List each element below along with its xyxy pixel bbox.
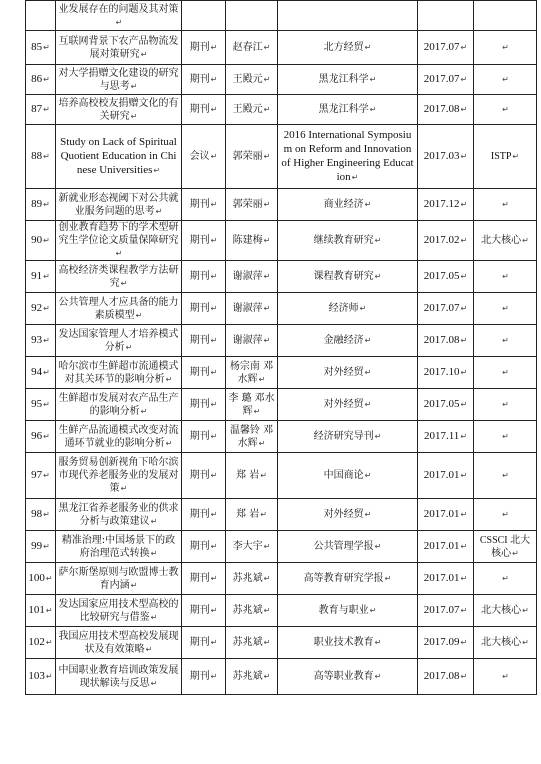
table-row: [26, 189, 537, 221]
cell-note: ↵: [474, 659, 537, 695]
table-row: [26, 293, 537, 325]
cell-title: 业发展存在的问题及其对策↵: [56, 1, 182, 31]
cell-author: 谢淑萍↵: [226, 325, 278, 357]
cell-author: 李 璐 邓水辉↵: [226, 389, 278, 421]
table-row: [26, 357, 537, 389]
cell-type: 期刊↵: [182, 595, 226, 627]
cell-num: 93↵: [26, 325, 56, 357]
table-row: [26, 389, 537, 421]
cell-author: 郭荣丽↵: [226, 125, 278, 189]
cell-journal: 高等职业教育↵: [278, 659, 418, 695]
cell-num: 85↵: [26, 31, 56, 65]
cell-type: 期刊↵: [182, 627, 226, 659]
cell-date: 2017.12↵: [418, 189, 474, 221]
cell-num: 96↵: [26, 421, 56, 453]
cell-title: 发达国家应用技术型高校的比较研究与借鉴↵: [56, 595, 182, 627]
cell-date: 2017.07↵: [418, 595, 474, 627]
cell-title: 对大学捐赠文化建设的研究与思考↵: [56, 65, 182, 95]
cell-num: [26, 1, 56, 31]
cell-note: 北大核心↵: [474, 627, 537, 659]
cell-date: 2017.01↵: [418, 531, 474, 563]
cell-title: 中国职业教育培训政策发展现状解读与反思↵: [56, 659, 182, 695]
cell-type: 期刊↵: [182, 65, 226, 95]
cell-date: 2017.01↵: [418, 499, 474, 531]
cell-author: 郑 岩↵: [226, 499, 278, 531]
cell-journal: 对外经贸↵: [278, 357, 418, 389]
cell-date: 2017.11↵: [418, 421, 474, 453]
cell-type: 期刊↵: [182, 563, 226, 595]
cell-type: 期刊↵: [182, 531, 226, 563]
cell-title: 发达国家管理人才培养模式分析↵: [56, 325, 182, 357]
cell-date: 2017.08↵: [418, 95, 474, 125]
cell-author: 温馨铃 邓水辉↵: [226, 421, 278, 453]
cell-num: 99↵: [26, 531, 56, 563]
cell-date: 2017.07↵: [418, 293, 474, 325]
cell-type: 期刊↵: [182, 421, 226, 453]
table-row: [26, 453, 537, 499]
cell-author: 赵春江↵: [226, 31, 278, 65]
cell-num: 89↵: [26, 189, 56, 221]
cell-journal: 商业经济↵: [278, 189, 418, 221]
cell-num: 97↵: [26, 453, 56, 499]
cell-author: [226, 1, 278, 31]
cell-note: [474, 1, 537, 31]
cell-journal: 继续教育研究↵: [278, 221, 418, 261]
cell-date: 2017.07↵: [418, 31, 474, 65]
cell-title: 高校经济类课程教学方法研究↵: [56, 261, 182, 293]
cell-journal: 职业技术教育↵: [278, 627, 418, 659]
cell-journal: 北方经贸↵: [278, 31, 418, 65]
cell-journal: 经济师↵: [278, 293, 418, 325]
cell-num: 87↵: [26, 95, 56, 125]
cell-date: 2017.03↵: [418, 125, 474, 189]
cell-author: 王殿元↵: [226, 95, 278, 125]
cell-type: 期刊↵: [182, 325, 226, 357]
cell-date: 2017.10↵: [418, 357, 474, 389]
cell-title: 生鲜产品流通模式改变对流通环节就业的影响分析↵: [56, 421, 182, 453]
cell-num: 95↵: [26, 389, 56, 421]
cell-num: 98↵: [26, 499, 56, 531]
cell-type: 期刊↵: [182, 659, 226, 695]
cell-journal: 中国商论↵: [278, 453, 418, 499]
cell-date: 2017.09↵: [418, 627, 474, 659]
cell-journal: 公共管理学报↵: [278, 531, 418, 563]
publications-table: [25, 0, 537, 695]
cell-journal: 高等教育研究学报↵: [278, 563, 418, 595]
table-row: [26, 261, 537, 293]
cell-journal: 黑龙江科学↵: [278, 95, 418, 125]
cell-num: 101↵: [26, 595, 56, 627]
cell-type: 会议↵: [182, 125, 226, 189]
cell-title: 哈尔滨市生鲜超市流通模式对其关环节的影响分析↵: [56, 357, 182, 389]
cell-type: 期刊↵: [182, 189, 226, 221]
cell-author: 谢淑萍↵: [226, 261, 278, 293]
table-row: [26, 627, 537, 659]
cell-journal: 对外经贸↵: [278, 389, 418, 421]
cell-title: 服务贸易创新视角下哈尔滨市现代养老服务业的发展对策↵: [56, 453, 182, 499]
table-row: [26, 499, 537, 531]
cell-title: 萨尔斯堡原则与欧盟博士教育内涵↵: [56, 563, 182, 595]
cell-num: 86↵: [26, 65, 56, 95]
cell-date: 2017.07↵: [418, 65, 474, 95]
cell-title: Study on Lack of Spiritual Quotient Education in Chinese Universities↵: [56, 125, 182, 189]
cell-num: 88↵: [26, 125, 56, 189]
cell-author: 李大宇↵: [226, 531, 278, 563]
cell-num: 100↵: [26, 563, 56, 595]
table-row: [26, 325, 537, 357]
cell-num: 91↵: [26, 261, 56, 293]
cell-title: 精准治理:中国场景下的政府治理范式转换↵: [56, 531, 182, 563]
cell-note: 北大核心↵: [474, 221, 537, 261]
cell-journal: 经济研究导刊↵: [278, 421, 418, 453]
table-row: [26, 563, 537, 595]
cell-date: 2017.02↵: [418, 221, 474, 261]
cell-title: 黑龙江省养老服务业的供求分析与政策建议↵: [56, 499, 182, 531]
cell-num: 92↵: [26, 293, 56, 325]
cell-note: CSSCI 北大核心↵: [474, 531, 537, 563]
cell-type: 期刊↵: [182, 293, 226, 325]
cell-note: ↵: [474, 389, 537, 421]
cell-note: ↵: [474, 31, 537, 65]
cell-title: 公共管理人才应具备的能力素质模型↵: [56, 293, 182, 325]
cell-num: 103↵: [26, 659, 56, 695]
cell-type: 期刊↵: [182, 95, 226, 125]
cell-type: 期刊↵: [182, 31, 226, 65]
table-row: [26, 659, 537, 695]
cell-note: ↵: [474, 357, 537, 389]
table-row: [26, 421, 537, 453]
cell-type: 期刊↵: [182, 261, 226, 293]
cell-journal: 课程教育研究↵: [278, 261, 418, 293]
cell-note: ↵: [474, 453, 537, 499]
cell-note: ISTP↵: [474, 125, 537, 189]
cell-note: ↵: [474, 65, 537, 95]
cell-title: 互联网背景下农产品物流发展对策研究↵: [56, 31, 182, 65]
cell-title: 我国应用技术型高校发展现状及有效策略↵: [56, 627, 182, 659]
table-row: [26, 221, 537, 261]
cell-type: 期刊↵: [182, 357, 226, 389]
cell-type: 期刊↵: [182, 499, 226, 531]
cell-note: ↵: [474, 421, 537, 453]
cell-date: 2017.08↵: [418, 659, 474, 695]
cell-num: 90↵: [26, 221, 56, 261]
cell-date: [418, 1, 474, 31]
cell-date: 2017.05↵: [418, 261, 474, 293]
cell-author: 谢淑萍↵: [226, 293, 278, 325]
cell-type: 期刊↵: [182, 389, 226, 421]
cell-date: 2017.01↵: [418, 453, 474, 499]
cell-author: 杨宗南 邓水辉↵: [226, 357, 278, 389]
cell-author: 王殿元↵: [226, 65, 278, 95]
cell-title: 培养高校校友捐赠文化的有关研究↵: [56, 95, 182, 125]
cell-note: ↵: [474, 325, 537, 357]
cell-author: 郑 岩↵: [226, 453, 278, 499]
cell-author: 陈建梅↵: [226, 221, 278, 261]
cell-journal: 2016 International Symposium on Reform and Innovation of Higher Engineering Education↵: [278, 125, 418, 189]
cell-num: 94↵: [26, 357, 56, 389]
cell-note: 北大核心↵: [474, 595, 537, 627]
cell-date: 2017.01↵: [418, 563, 474, 595]
cell-note: ↵: [474, 499, 537, 531]
cell-date: 2017.08↵: [418, 325, 474, 357]
table-row: [26, 531, 537, 563]
cell-author: 苏兆斌↵: [226, 659, 278, 695]
cell-num: 102↵: [26, 627, 56, 659]
table-row: [26, 95, 537, 125]
cell-note: ↵: [474, 189, 537, 221]
cell-title: 生鲜超市发展对农产品生产的影响分析↵: [56, 389, 182, 421]
cell-type: 期刊↵: [182, 453, 226, 499]
cell-journal: 对外经贸↵: [278, 499, 418, 531]
cell-type: 期刊↵: [182, 221, 226, 261]
cell-journal: 黑龙江科学↵: [278, 65, 418, 95]
table-row: [26, 1, 537, 31]
cell-journal: [278, 1, 418, 31]
cell-title: 新就业形态视阈下对公共就业服务问题的思考↵: [56, 189, 182, 221]
table-row: [26, 31, 537, 65]
cell-date: 2017.05↵: [418, 389, 474, 421]
cell-note: ↵: [474, 95, 537, 125]
cell-title: 创业教育趋势下的学术型研究生学位论文质量保障研究↵: [56, 221, 182, 261]
cell-journal: 教育与职业↵: [278, 595, 418, 627]
table-row: [26, 125, 537, 189]
cell-type: [182, 1, 226, 31]
cell-author: 郭荣丽↵: [226, 189, 278, 221]
table-row: [26, 595, 537, 627]
cell-note: ↵: [474, 293, 537, 325]
cell-note: ↵: [474, 261, 537, 293]
cell-journal: 金融经济↵: [278, 325, 418, 357]
table-row: [26, 65, 537, 95]
cell-author: 苏兆斌↵: [226, 563, 278, 595]
cell-note: ↵: [474, 563, 537, 595]
cell-author: 苏兆斌↵: [226, 595, 278, 627]
cell-author: 苏兆斌↵: [226, 627, 278, 659]
